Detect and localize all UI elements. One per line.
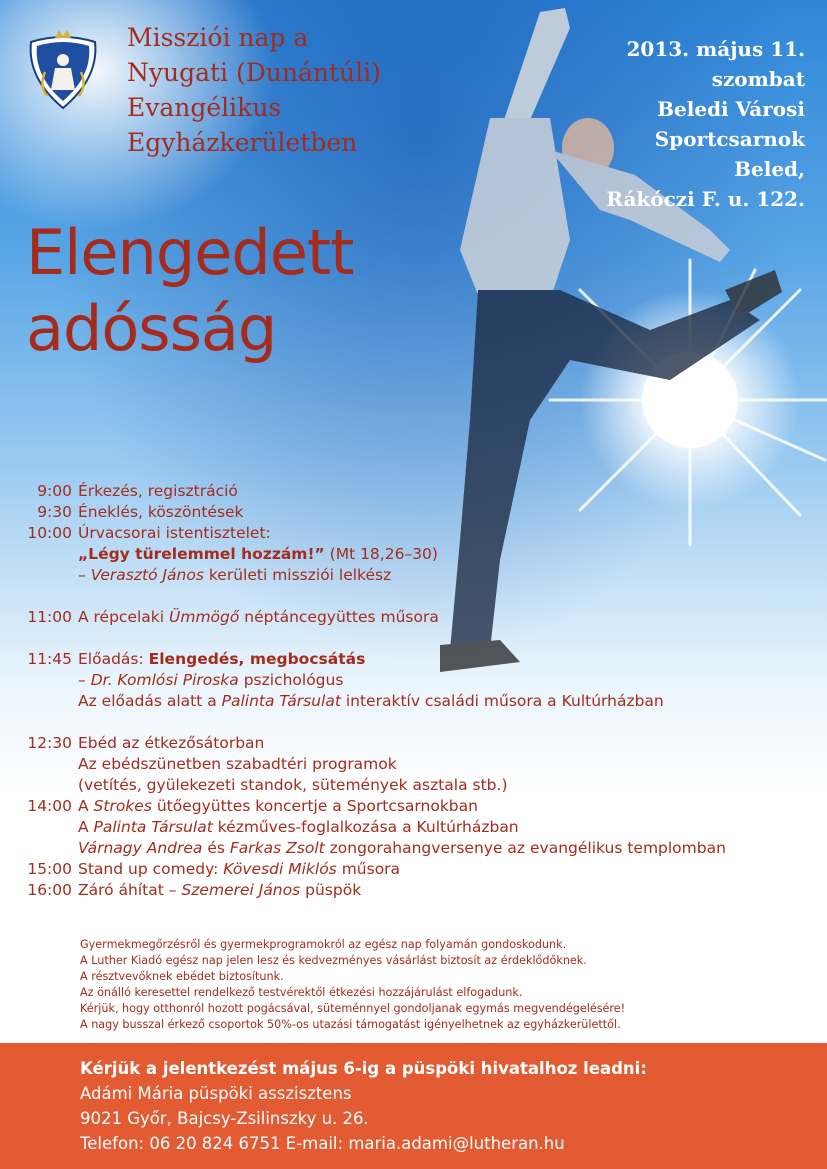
schedule-item [16,796,796,817]
event-title-line: Nyugati (Dunántúli) [127,58,381,87]
schedule-text: Az előadás alatt a [78,692,222,710]
schedule-subline [16,775,796,796]
bible-reference: (Mt 18,26–30) [324,545,438,563]
schedule-text: műsora [336,860,401,878]
schedule-item [16,523,796,544]
schedule-text: interaktív családi műsora a Kultúrházban [340,692,664,710]
dance-group-name: Ümmögő [169,608,240,626]
event-title-line: Egyházkerületben [127,128,358,157]
note-line: A nagy busszal érkező csoportok 50%-os utazási támogatást igényelhetnek az egyházkerülettől. [80,1018,621,1031]
schedule-time: 9:00 [37,482,72,500]
schedule-subline [16,691,796,712]
note-line: A résztvevőknek ebédet biztosítunk. [80,970,284,983]
schedule-subline [16,544,796,565]
speaker-role: pszichológus [238,671,344,689]
schedule-text: Stand up comedy: [78,860,224,878]
schedule-time: 16:00 [27,881,72,899]
schedule-text: Előadás: [78,650,149,668]
event-title-line: Evangélikus [127,93,282,122]
lecture-topic: Elengedés, megbocsátás [148,650,366,668]
comedian-name: Kövesdi Miklós [223,860,337,878]
registration-contact-band [0,1043,827,1169]
event-weekday: szombat [711,67,805,91]
schedule-item [16,733,796,754]
venue-line: Sportcsarnok [654,127,805,151]
speaker-name: Verasztó János [90,566,204,584]
schedule-item [16,607,796,628]
note-line: Kérjük, hogy otthonról hozott pogácsával, süteménnyel gondoljanak egymás megvendégelésére! [80,1002,626,1015]
speaker-name: Dr. Komlósi Piroska [90,671,239,689]
schedule-text: Úrvacsorai istentisztelet: [78,524,271,542]
pianist-name: Farkas Zsolt [229,839,325,857]
schedule-time: 11:00 [27,608,72,626]
event-title-line: Missziói nap a [127,23,309,52]
event-date: 2013. május 11. [626,37,805,61]
schedule-text: ütőegyüttes koncertje a Sportcsarnokban [151,797,478,815]
schedule-subline [16,565,796,586]
bishop-name: Szemerei János [181,881,301,899]
schedule-item [16,481,796,502]
contact-address: 9021 Győr, Bajcsy-Zsilinszky u. 26. [80,1109,369,1128]
pianist-name: Várnagy Andrea [78,839,203,857]
schedule-time: 15:00 [27,860,72,878]
band-name: Strokes [93,797,152,815]
main-title [26,215,353,367]
schedule-time: 14:00 [27,797,72,815]
church-district-emblem [25,28,101,112]
main-title-line: adósság [26,292,277,365]
venue-line: Beledi Városi [657,97,805,121]
schedule-text: Ebéd az étkezősátorban [78,734,265,752]
schedule-text: A [78,797,94,815]
troupe-name: Palinta Társulat [221,692,341,710]
sermon-title: „Légy türelemmel hozzám!” [78,545,325,563]
dash: – [78,671,91,689]
event-date-venue [606,34,805,214]
schedule-subline [16,670,796,691]
troupe-name: Palinta Társulat [93,818,213,836]
schedule-text: A répcelaki [78,608,170,626]
note-line: Gyermekmegőrzésről és gyermekprogramokról az egész nap folyamán gondoskodunk. [80,938,567,951]
schedule-text: püspök [300,881,362,899]
contact-phone-email: Telefon: 06 20 824 6751 E-mail: maria.adami@lutheran.hu [80,1134,565,1153]
schedule-time: 12:30 [27,734,72,752]
main-title-line: Elengedett [26,216,354,289]
dash: – [78,566,91,584]
note-line: A Luther Kiadó egész nap jelen lesz és kedvezményes vásárlást biztosít az érdeklődőknek. [80,954,587,967]
schedule-text: zongorahangversenye az evangélikus templomban [324,839,726,857]
speaker-role: kerületi missziói lelkész [203,566,392,584]
registration-deadline: Kérjük a jelentkezést május 6-ig a püspöki hivatalhoz leadni: [80,1059,647,1078]
schedule-text: és [202,839,230,857]
schedule-item [16,859,796,880]
schedule-text: Éneklés, köszöntések [78,503,244,521]
program-schedule [16,481,796,901]
schedule-item [16,649,796,670]
schedule-subline [16,817,796,838]
venue-city: Beled, [734,157,805,181]
venue-address: Rákóczi F. u. 122. [606,187,805,211]
contact-name: Adámi Mária püspöki asszisztens [80,1084,352,1103]
schedule-text: néptáncegyüttes műsora [239,608,439,626]
schedule-text: A [78,818,94,836]
schedule-time: 9:30 [37,503,72,521]
schedule-text: Az ebédszünetben szabadtéri programok [78,755,397,773]
schedule-item [16,880,796,901]
schedule-text: Érkezés, regisztráció [78,482,238,500]
note-line: Az önálló keresettel rendelkező testvérektől étkezési hozzájárulást elfogadunk. [80,986,523,999]
schedule-item [16,502,796,523]
schedule-text: Záró áhítat – [78,881,182,899]
schedule-time: 11:45 [27,650,72,668]
schedule-time: 10:00 [27,524,72,542]
schedule-subline [16,754,796,775]
event-title [127,20,381,160]
schedule-text: (vetítés, gyülekezeti standok, sütemények asztala stb.) [78,776,508,794]
schedule-subline [16,838,796,859]
practical-notes [80,937,780,1033]
schedule-text: kézműves-foglalkozása a Kultúrházban [212,818,519,836]
